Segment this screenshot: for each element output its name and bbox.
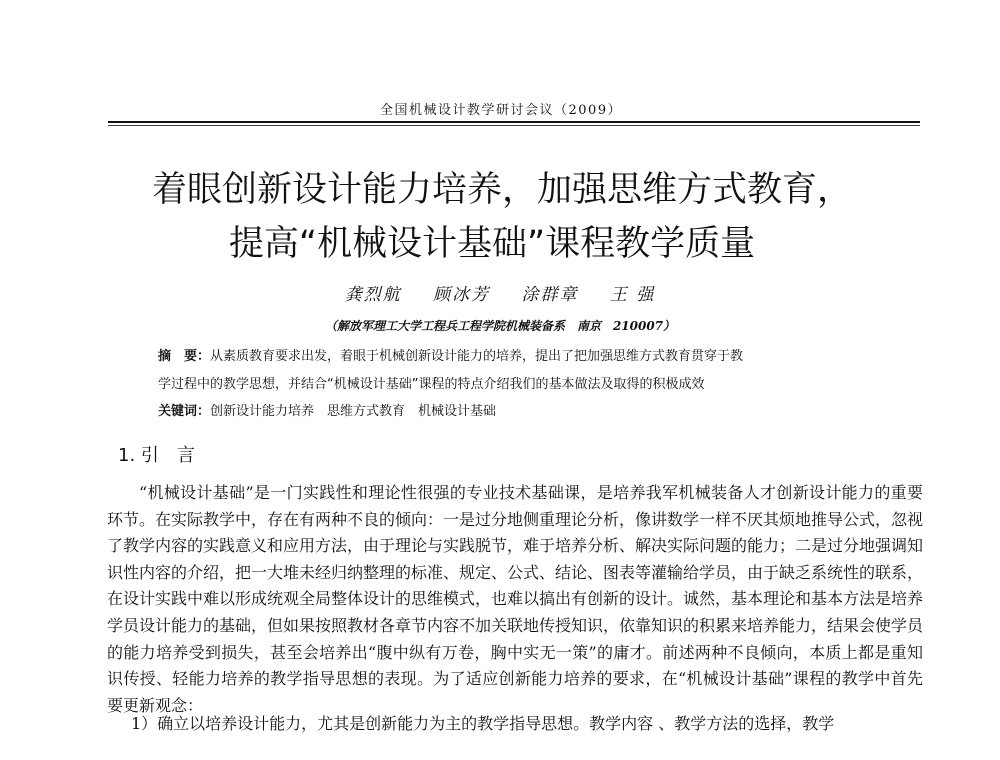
section-number: 1. bbox=[118, 445, 136, 466]
keywords-text: 创新设计能力培养 思维方式教育 机械设计基础 bbox=[210, 404, 497, 419]
body-paragraph: “机械设计基础”是一门实践性和理论性很强的专业技术基础课，是培养我军机械装备人才创新设计能力的重要环节。在实际教学中，存在有两种不良的倾向：一是过分地侧重理论分析，像讲数学一样不厌其烦地推导公式，忽视了教学内容的实践意义和应用方法，由于理论与实践脱节，难于培养分析、解决实际问题的能力；二是过分地强调知识性内容的介绍，把一大堆未经归纳整理的标准、规定、公式、结论、图表等灌输给学员，由于缺乏系统性的联系，在设计实践中难以形成统观全局整体设计的思维模式，也难以搞出有创新的设计。诚然，基本理论和基本方法是培养学员设计能力的基础，但如果按照教材各章节内容不加关联地传授知识，依靠知识的积累来培养能力，结果会使学员的能力培养受到损失，甚至会培养出“腹中纵有万卷，胸中实无一策”的庸才。前述两种不良倾向，本质上都是重知识传授、轻能力培养的教学指导思想的表现。为了适应创新能力培养的要求，在“机械设计基础”课程的教学中首先要更新观念： bbox=[107, 483, 924, 715]
running-header: 全国机械设计教学研讨会议（2009） bbox=[380, 103, 623, 118]
author-name: 涂群章 bbox=[521, 285, 579, 305]
author-name: 龚烈航 bbox=[344, 285, 402, 305]
author-list bbox=[0, 280, 1000, 305]
keywords-line bbox=[158, 400, 496, 419]
section-heading bbox=[118, 441, 195, 467]
author-affiliation: （解放军理工大学工程兵工程学院机械装备系 南京 210007） bbox=[324, 319, 676, 333]
abstract-line-1 bbox=[158, 345, 743, 364]
paper-title-line-2: 提高“机械设计基础”课程教学质量 bbox=[228, 224, 756, 264]
author-name: 王 强 bbox=[609, 285, 656, 305]
header-rule-thin bbox=[108, 125, 920, 126]
keywords-label: 关键词： bbox=[158, 404, 211, 419]
section-title: 引 言 bbox=[140, 445, 195, 466]
list-point-1: 1）确立以培养设计能力，尤其是创新能力为主的教学指导思想。教学内容 、教学方法的选择，教学 bbox=[131, 714, 835, 733]
abstract-line-2: 学过程中的教学思想，并结合“机械设计基础”课程的特点介绍我们的基本做法及取得的积极成效 bbox=[158, 377, 705, 392]
header-rule bbox=[108, 121, 920, 123]
author-name: 顾冰芳 bbox=[433, 285, 491, 305]
abstract-label: 摘 要： bbox=[158, 349, 211, 364]
paper-title-line-1: 着眼创新设计能力培养，加强思维方式教育， bbox=[151, 170, 852, 210]
abstract-text-1: 从素质教育要求出发，着眼于机械创新设计能力的培养，提出了把加强思维方式教育贯穿于教 bbox=[210, 349, 744, 364]
